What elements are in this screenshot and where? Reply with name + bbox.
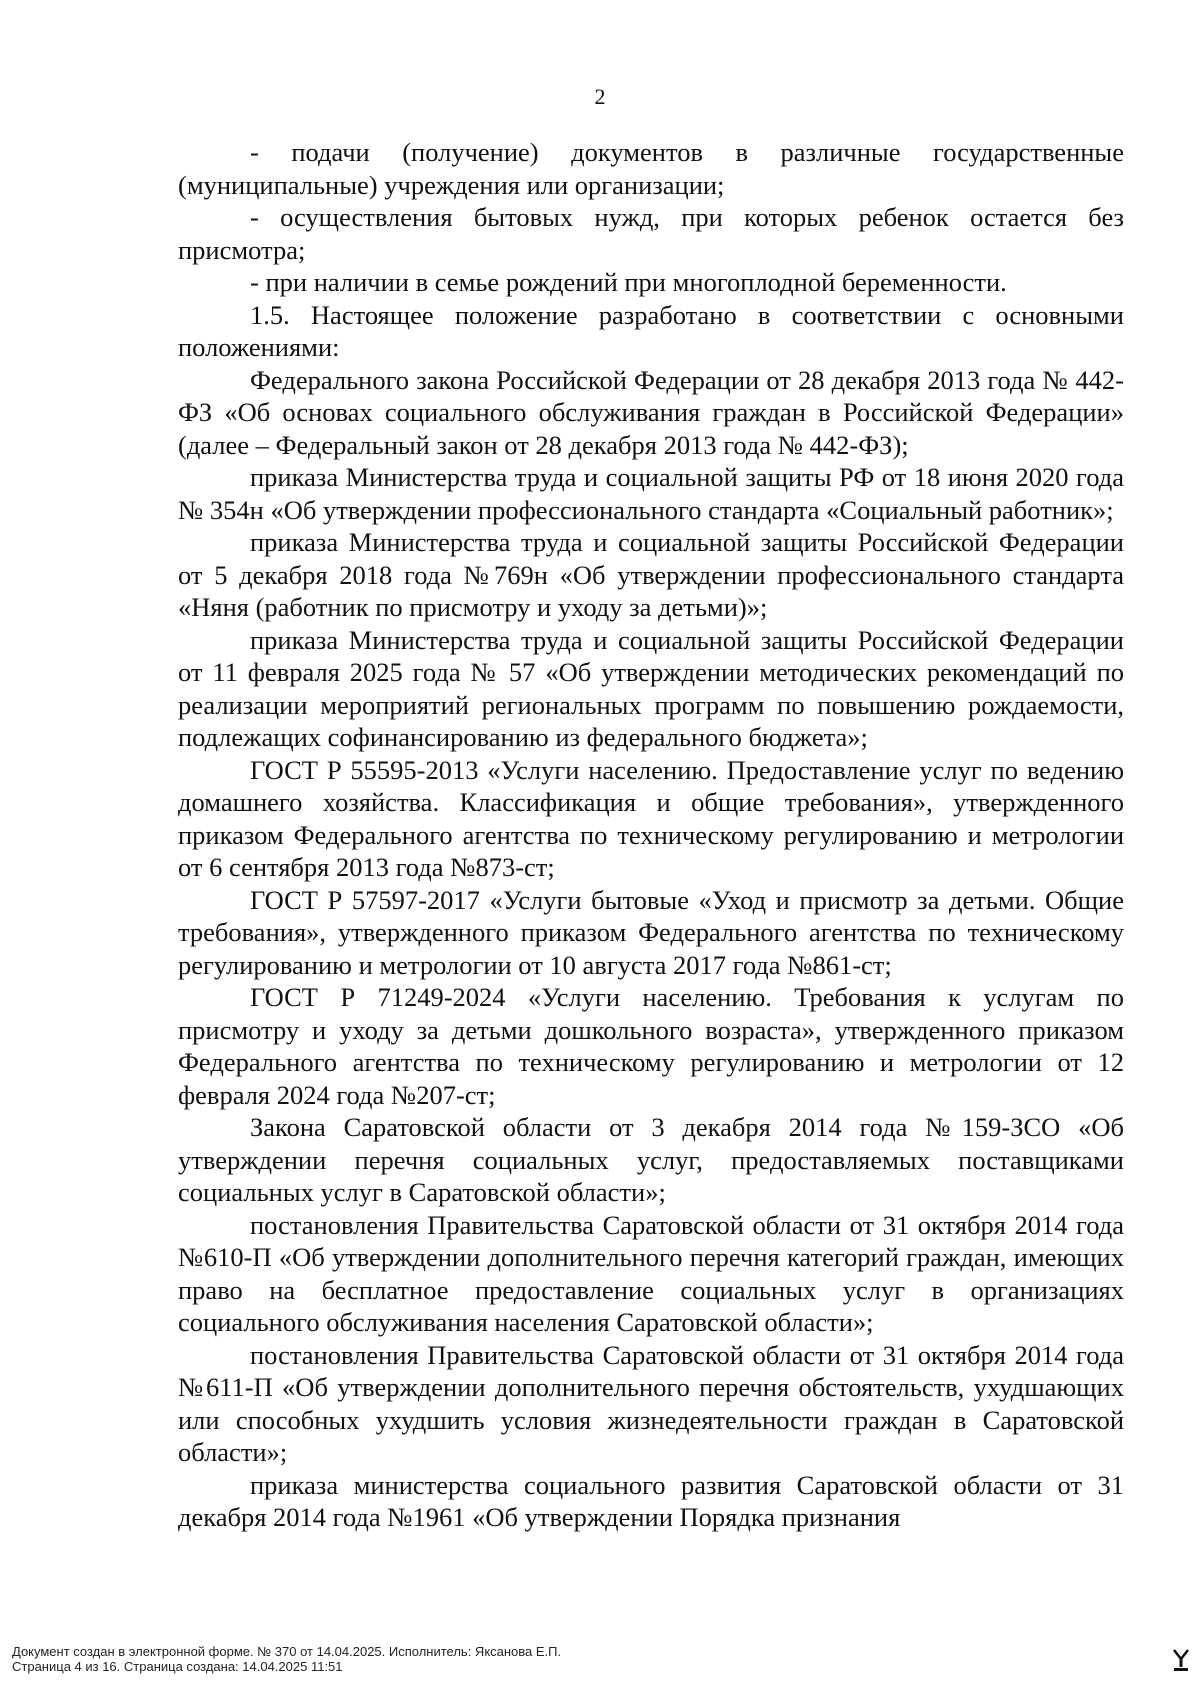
signature-mark-icon <box>1172 1647 1190 1673</box>
paragraph: Федерального закона Российской Федерации от 28 декабря 2013 года № 442-ФЗ «Об основах социального обслуживания граждан в Российской Федерации» (далее – Федеральный закон от 28 декабря 2013 года № 442-ФЗ); <box>178 364 1124 460</box>
document-body <box>178 136 1124 1534</box>
paragraph: ГОСТ Р 55595-2013 «Услуги населению. Предоставление услуг по ведению домашнего хозяйства. Классификация и общие требования», утвержденного приказом Федерального агентства по техническому регулированию и метрологии от 6 сентября 2013 года №873-ст; <box>178 754 1124 882</box>
paragraph: постановления Правительства Саратовской области от 31 октября 2014 года №611-П «Об утверждении дополнительного перечня обстоятельств, ухудшающих или способных ухудшить условия жизнедеятельности граждан в Саратовской области»; <box>178 1339 1124 1467</box>
paragraph: ГОСТ Р 71249-2024 «Услуги населению. Требования к услугам по присмотру и уходу за детьми дошкольного возраста», утвержденного приказом Федерального агентства по техническому регулированию и метрологии от 12 февраля 2024 года №207-ст; <box>178 982 1124 1110</box>
paragraph: ГОСТ Р 57597-2017 «Услуги бытовые «Уход и присмотр за детьми. Общие требования», утвержденного приказом Федерального агентства по техническому регулированию и метрологии от 10 августа 2017 года №861-ст; <box>178 884 1124 980</box>
paragraph: - при наличии в семье рождений при многоплодной беременности. <box>250 267 1007 297</box>
paragraph: постановления Правительства Саратовской области от 31 октября 2014 года №610-П «Об утверждении дополнительного перечня категорий граждан, имеющих право на бесплатное предоставление социальных услуг в организациях социального обслуживания населения Саратовской области»; <box>178 1209 1124 1337</box>
paragraph: приказа Министерства труда и социальной защиты РФ от 18 июня 2020 года № 354н «Об утверждении профессионального стандарта «Социальный работник»; <box>178 462 1124 525</box>
paragraph: приказа Министерства труда и социальной защиты Российской Федерации от 11 февраля 2025 года № 57 «Об утверждении методических рекомендаций по реализации мероприятий региональных программ по повышению рождаемости, подлежащих софинансированию из федерального бюджета»; <box>178 624 1124 752</box>
stamp-line-page: Страница 4 из 16. Страница создана: 14.04.2025 11:51 <box>12 1659 343 1674</box>
electronic-document-stamp <box>12 1644 561 1674</box>
paragraph: - осуществления бытовых нужд, при которых ребенок остается без присмотра; <box>178 202 1124 265</box>
page-number: 2 <box>594 84 606 109</box>
stamp-line-document: Документ создан в электронной форме. № 370 от 14.04.2025. Исполнитель: Яксанова Е.П. <box>12 1644 562 1659</box>
paragraph: приказа министерства социального развития Саратовской области от 31 декабря 2014 года №1961 «Об утверждении Порядка признания <box>178 1469 1124 1532</box>
paragraph: приказа Министерства труда и социальной защиты Российской Федерации от 5 декабря 2018 года №769н «Об утверждении профессионального стандарта «Няня (работник по присмотру и уходу за детьми)»; <box>178 527 1124 622</box>
paragraph: 1.5. Настоящее положение разработано в соответствии с основными положениями: <box>178 299 1124 362</box>
paragraph: - подачи (получение) документов в различные государственные (муниципальные) учреждения или организации; <box>178 137 1124 200</box>
paragraph: Закона Саратовской области от 3 декабря 2014 года №159-ЗСО «Об утверждении перечня социальных услуг, предоставляемых поставщиками социальных услуг в Саратовской области»; <box>178 1112 1124 1207</box>
